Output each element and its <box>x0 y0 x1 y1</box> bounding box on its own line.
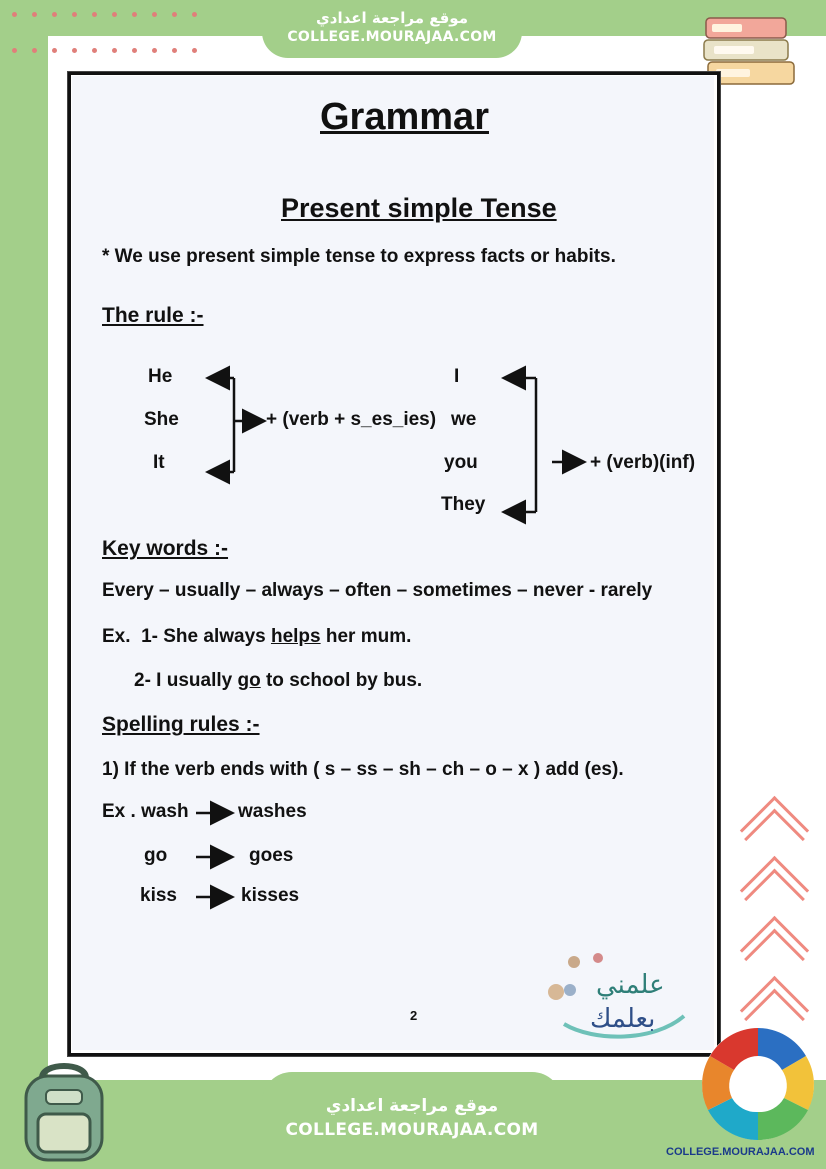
rule-heading: The rule :- <box>102 304 204 327</box>
header-site-arabic: موقع مراجعة اعدادي <box>316 9 468 27</box>
example-2: 2- I usually go to school by bus. <box>134 670 423 691</box>
example-1: Ex. 1- She always helps her mum. <box>102 626 412 647</box>
spelling-example-base: Ex . wash <box>102 801 189 822</box>
page-title: Grammar <box>320 96 489 138</box>
example-1-verb: helps <box>270 626 321 647</box>
footer-site-url[interactable]: COLLEGE.MOURAJAA.COM <box>285 1120 539 1140</box>
spelling-example-base: go <box>144 845 168 866</box>
spelling-rule-1: 1) If the verb ends with ( s – ss – sh – ch – o – x ) add (es). <box>102 759 624 780</box>
footer-banner[interactable] <box>262 1072 562 1169</box>
pronoun-we: we <box>451 409 477 430</box>
pronoun-he: He <box>148 366 173 387</box>
teach-logo-line1: علمني <box>596 970 665 1000</box>
college-logo-icon <box>694 1022 822 1146</box>
teach-logo-line2: بعلمك <box>590 1004 656 1034</box>
key-words-heading: Key words :- <box>102 537 229 560</box>
key-words-list: Every – usually – always – often – sometimes – never - rarely <box>102 580 653 601</box>
decorative-dots <box>8 8 198 58</box>
pronoun-she: She <box>144 409 179 430</box>
spelling-example-result: goes <box>249 845 294 866</box>
pronoun-they: They <box>441 494 486 515</box>
backpack-icon <box>12 1056 116 1164</box>
spelling-example-base: kiss <box>140 885 177 906</box>
pronoun-it: It <box>153 452 165 473</box>
intro-text: * We use present simple tense to express facts or habits. <box>102 246 616 267</box>
header-site-url[interactable]: COLLEGE.MOURAJAA.COM <box>287 29 497 45</box>
frame-left <box>0 0 48 1169</box>
logo-caption: COLLEGE.MOURAJAA.COM <box>666 1146 815 1158</box>
pronoun-you: you <box>444 452 478 473</box>
spelling-heading: Spelling rules :- <box>102 713 260 736</box>
example-2-verb: go <box>237 670 261 691</box>
page-number: 2 <box>410 1008 418 1023</box>
formula-others: + (verb)(inf) <box>590 452 696 473</box>
formula-third-person: + (verb + s_es_ies) <box>266 409 437 430</box>
header-banner[interactable] <box>262 0 522 58</box>
spelling-example-result: washes <box>238 801 307 822</box>
footer-site-arabic: موقع مراجعة اعدادي <box>325 1096 499 1116</box>
pronoun-i: I <box>454 366 460 387</box>
teach-me-logo <box>534 946 704 1042</box>
page-subtitle: Present simple Tense <box>281 193 557 223</box>
spelling-example-result: kisses <box>241 885 300 906</box>
